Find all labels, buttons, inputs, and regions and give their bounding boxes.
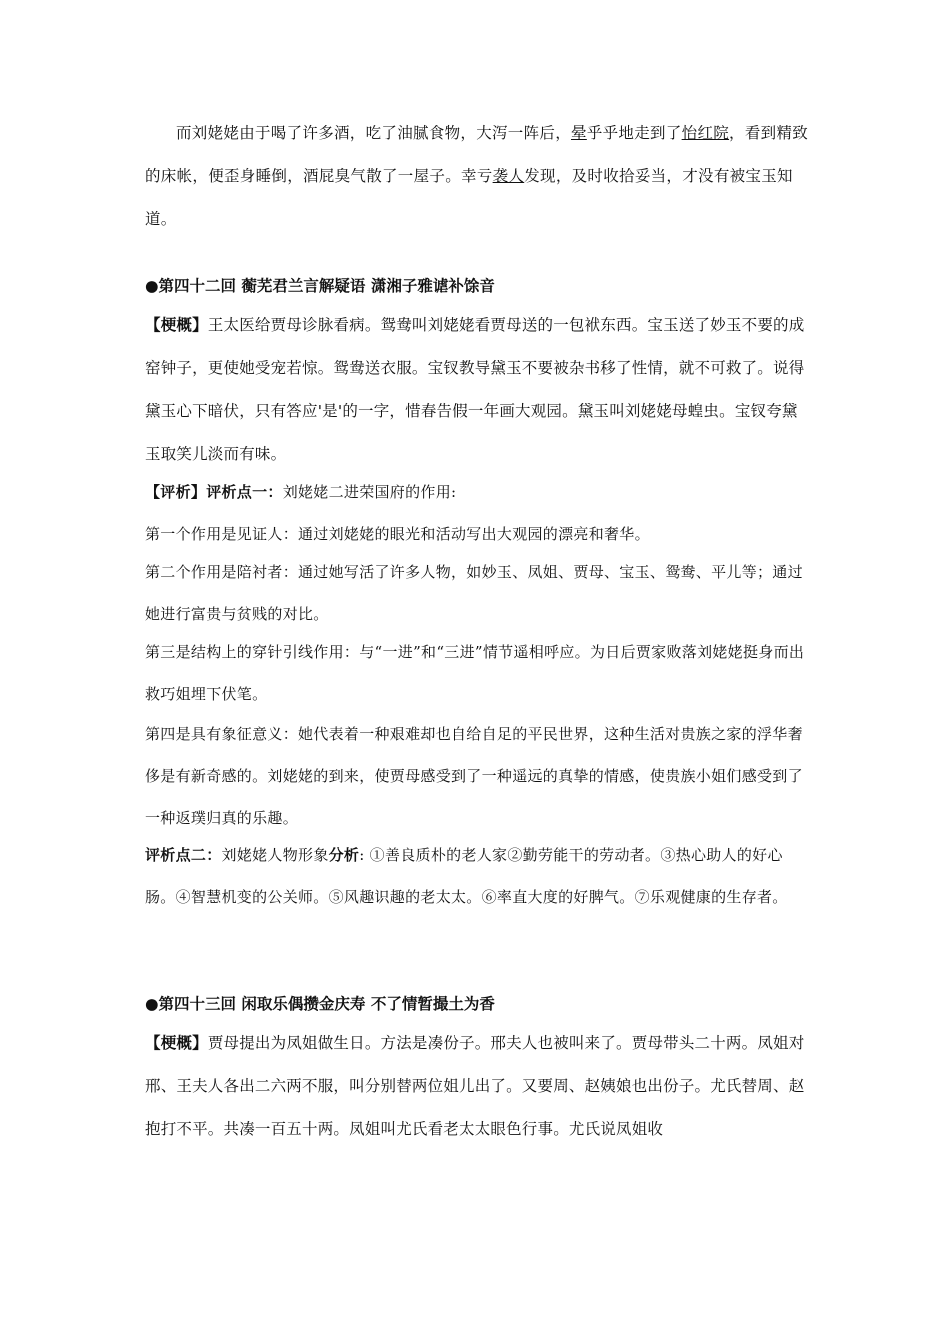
role-point-4: 第四是具有象征意义：她代表着一种艰难却也自给自足的平民世界，这种生活对贵族之家的浮华奢侈是有新奇感的。刘姥姥的到来，使贾母感受到了一种遥远的真挚的情感，使贵族小姐们感受到了一种返璞归真的乐趣。 bbox=[145, 725, 803, 827]
summary-text: 王太医给贾母诊脉看病。鸳鸯叫刘姥姥看贾母送的一包袱东西。宝玉送了妙玉不要的成窑钟子，更使她受宠若惊。鸳鸯送衣服。宝钗教导黛玉不要被杂书移了性情，就不可救了。说得黛玉心下暗伏，只有答应'是'的一字，惜春告假一年画大观园。黛玉叫刘姥姥母蝗虫。宝钗夸黛玉取笑儿淡而有味。 bbox=[145, 316, 805, 463]
chapter-43-heading: ●第四十三回 闲取乐偶攒金庆寿 不了情暂撮土为香 bbox=[145, 995, 495, 1013]
analysis-label: 【评析】评析点一： bbox=[145, 483, 283, 501]
summary-label: 【梗概】 bbox=[145, 316, 208, 334]
summary-text: 贾母提出为凤姐做生日。方法是凑份子。邢夫人也被叫来了。贾母带头二十两。凤姐对邢、王夫人各出二六两不服，叫分别替两位姐儿出了。又要周、赵姨娘也出份子。尤氏替周、赵抱打不平。共凑一百五十两。凤姐叫尤氏看老太太眼色行事。尤氏说凤姐收 bbox=[145, 1034, 805, 1138]
chapter-42-heading: ●第四十二回 蘅芜君兰言解疑语 潇湘子雅谑补馀音 bbox=[145, 277, 495, 295]
underlined-term-yihongyuan: 怡红院 bbox=[681, 124, 730, 142]
chapter-43-summary bbox=[145, 1022, 810, 1151]
paragraph-liu-laolao-drunk bbox=[145, 112, 810, 241]
text-run: 而刘姥姥由于喝了许多酒，吃了油腻食物，大泻一阵后， bbox=[176, 124, 572, 142]
analysis-2-text: : ①善良质朴的老人家②勤劳能干的劳动者。③热心助人的好心肠。④智慧机变的公关师。⑤风趣识趣的老太太。⑥率直大度的好脾气。⑦乐观健康的生存者。 bbox=[145, 846, 788, 906]
analysis-point-1-intro bbox=[145, 471, 810, 513]
underlined-term-xiren: 袭人 bbox=[492, 167, 525, 185]
underlined-term: 晕 bbox=[571, 124, 587, 142]
analysis-intro-text: 刘姥姥二进荣国府的作用: bbox=[282, 483, 457, 501]
role-point-3: 第三是结构上的穿针引线作用：与“一进”和“三进”情节遥相呼应。为日后贾家败落刘姥姥挺身而出救巧姐埋下伏笔。 bbox=[145, 643, 805, 703]
role-point-2: 第二个作用是陪衬者：通过她写活了许多人物，如妙玉、凤姐、贾母、宝玉、鸳鸯、平儿等；通过她进行富贵与贫贱的对比。 bbox=[145, 563, 803, 623]
text-run: 发现，及时收拾妥当，才没有被宝玉知道。 bbox=[145, 167, 793, 228]
analysis-2-label: 评析点二： bbox=[145, 846, 222, 864]
role-point-1: 第一个作用是见证人：通过刘姥姥的眼光和活动写出大观园的漂亮和奢华。 bbox=[145, 525, 650, 543]
analysis-point-2 bbox=[145, 834, 810, 918]
chapter-42-summary bbox=[145, 304, 810, 476]
summary-label: 【梗概】 bbox=[145, 1034, 208, 1052]
analysis-2-subject: 刘姥姥人物形象 bbox=[221, 846, 329, 864]
text-run: 乎乎地走到了 bbox=[586, 124, 682, 142]
text-run: ，看到精致的床帐，便歪身睡倒，酒屁臭气散了一屋子。幸亏 bbox=[145, 124, 809, 185]
analysis-2-bold: 分析 bbox=[328, 846, 360, 864]
